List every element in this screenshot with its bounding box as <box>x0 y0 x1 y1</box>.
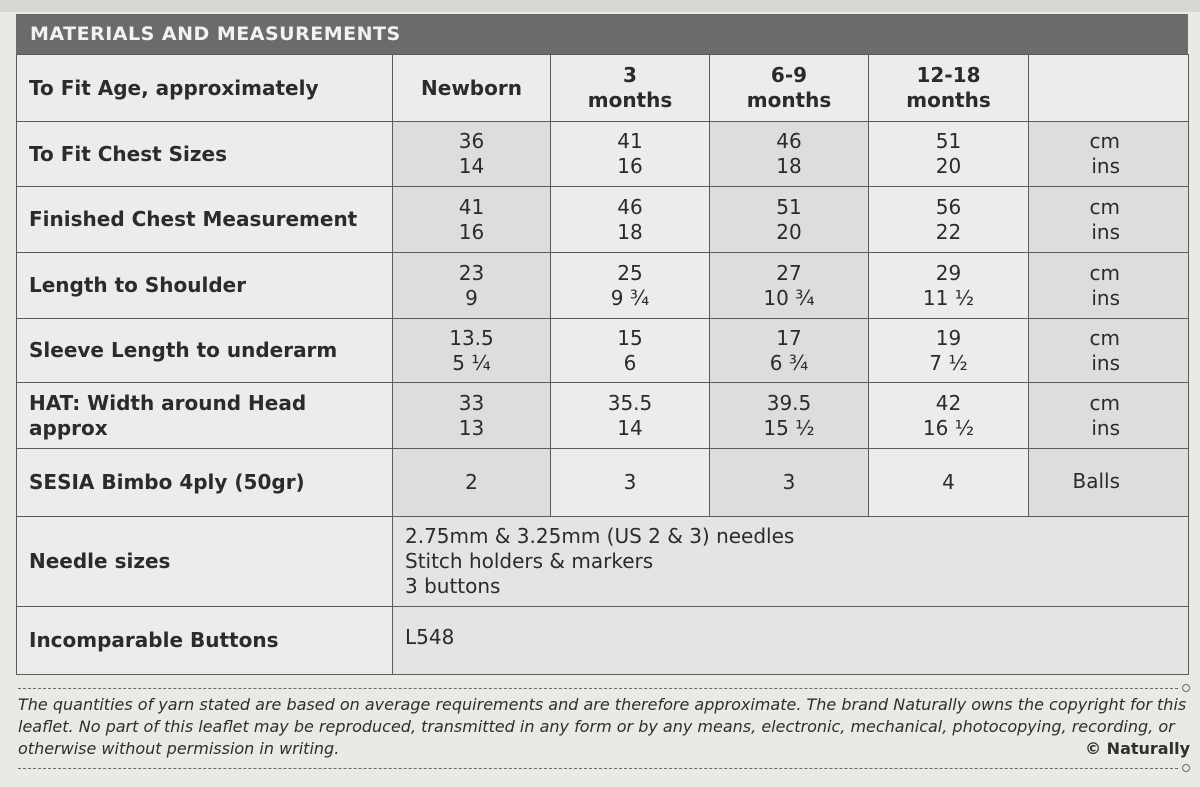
value-cell: 4 <box>869 449 1029 517</box>
unit-cm: cm <box>1089 194 1120 219</box>
value-ins: 13 <box>458 415 485 440</box>
value-ins: 16 <box>617 154 643 178</box>
value-cm: 36 <box>458 129 485 153</box>
value-cm: 29 <box>935 260 962 285</box>
disclaimer <box>18 694 1192 760</box>
disclaimer-text: The quantities of yarn stated are based on average requirements and are therefore approximate. The brand Naturally owns the copyright for this leaflet. No part of this leaflet may be reproduced, transmitted in any form or by any means, electronic, mechanical, photocopying, recording, or otherwise without permission in writing. <box>18 695 1187 758</box>
value-cm: 51 <box>776 194 802 219</box>
value-cm: 15 <box>617 325 643 350</box>
value-cm: 41 <box>617 129 643 153</box>
value-cell <box>869 187 1029 253</box>
table-row-age <box>17 55 1189 122</box>
row-label: Sleeve Length to underarm <box>17 319 393 383</box>
table-row-sleeve-length <box>17 319 1189 383</box>
value-cell <box>551 187 710 253</box>
value-cell <box>393 383 551 449</box>
value-cm: 23 <box>458 260 485 285</box>
table-row-length-shoulder <box>17 253 1189 319</box>
unit-cm: cm <box>1089 129 1120 153</box>
value-ins: 20 <box>776 219 802 244</box>
table-row-chest <box>17 122 1189 187</box>
needles-cell <box>393 517 1189 607</box>
value-cell <box>710 319 869 383</box>
value-cm: 19 <box>935 325 962 350</box>
unit-cm: cm <box>1089 325 1120 350</box>
size-header-newborn <box>393 55 551 122</box>
section-header <box>16 14 1188 54</box>
value-ins: 18 <box>776 154 802 178</box>
size-header-line: 6-9 <box>770 63 808 87</box>
row-label: Needle sizes <box>17 517 393 607</box>
footer <box>18 688 1192 769</box>
needles-line: Stitch holders & markers <box>405 549 654 573</box>
value-cell <box>710 187 869 253</box>
size-header-12-18m <box>869 55 1029 122</box>
value-ins: 9 ¾ <box>610 285 650 310</box>
unit-cell <box>1029 319 1189 383</box>
value-cm: 41 <box>458 194 485 219</box>
unit-ins: ins <box>1091 415 1120 440</box>
table-row-yarn <box>17 449 1189 517</box>
table-row-finished-chest <box>17 187 1189 253</box>
unit-cm: cm <box>1089 260 1120 285</box>
value-cell <box>551 253 710 319</box>
unit-cm: cm <box>1089 390 1120 415</box>
row-label: To Fit Chest Sizes <box>17 122 393 187</box>
row-label: Length to Shoulder <box>17 253 393 319</box>
value-cell <box>393 187 551 253</box>
value-ins: 7 ½ <box>929 350 968 375</box>
table-row-hat <box>17 383 1189 449</box>
value-ins: 22 <box>935 219 962 244</box>
value-ins: 18 <box>617 219 643 244</box>
value-ins: 10 ¾ <box>763 285 815 310</box>
value-cell <box>551 319 710 383</box>
row-label: Finished Chest Measurement <box>17 187 393 253</box>
value-ins: 6 ¾ <box>769 350 809 375</box>
value-cell <box>393 319 551 383</box>
size-header-line: months <box>587 88 673 112</box>
ring-icon <box>1182 684 1190 692</box>
value-ins: 9 <box>465 285 478 310</box>
value-cell <box>710 122 869 187</box>
table-row-buttons <box>17 607 1189 675</box>
unit-ins: ins <box>1091 154 1120 178</box>
value-cm: 51 <box>935 129 962 153</box>
unit-ins: ins <box>1091 219 1120 244</box>
unit-cell <box>1029 253 1189 319</box>
value-ins: 16 <box>458 219 485 244</box>
value-cm: 56 <box>935 194 962 219</box>
value-cm: 46 <box>617 194 643 219</box>
dashed-divider <box>18 768 1178 769</box>
value-cm: 25 <box>617 260 643 285</box>
size-header-line: months <box>746 88 832 112</box>
value-cm: 46 <box>776 129 802 153</box>
size-header-line: months <box>906 88 991 112</box>
value-ins: 20 <box>935 154 962 178</box>
dashed-divider <box>18 688 1178 689</box>
value-cm: 27 <box>776 260 802 285</box>
value-cm: 13.5 <box>449 325 494 350</box>
value-cell <box>869 383 1029 449</box>
value-ins: 5 ¼ <box>452 350 491 375</box>
section-title: MATERIALS AND MEASUREMENTS <box>30 23 401 45</box>
measurements-table <box>16 54 1189 675</box>
unit-cell <box>1029 187 1189 253</box>
value-cm: 39.5 <box>766 390 812 415</box>
value-cell <box>393 122 551 187</box>
value-ins: 11 ½ <box>922 285 975 310</box>
value-cell <box>869 319 1029 383</box>
empty-unit-cell <box>1029 55 1189 122</box>
row-label-line: HAT: Width around Head <box>29 390 307 415</box>
value-ins: 6 <box>623 350 637 375</box>
row-label: Incomparable Buttons <box>17 607 393 675</box>
unit-ins: ins <box>1091 350 1120 375</box>
row-label-hat <box>17 383 393 449</box>
value-ins: 14 <box>458 154 485 178</box>
value-cm: 42 <box>935 390 962 415</box>
size-header-line: 3 <box>623 63 637 87</box>
value-cell: 3 <box>551 449 710 517</box>
unit-cell <box>1029 383 1189 449</box>
value-cell: 3 <box>710 449 869 517</box>
table-row-needles <box>17 517 1189 607</box>
row-label-line: approx <box>29 415 108 440</box>
value-cell <box>393 253 551 319</box>
unit-cell: Balls <box>1029 449 1189 517</box>
needles-line: 3 buttons <box>405 574 501 598</box>
top-edge <box>0 0 1200 12</box>
unit-cell <box>1029 122 1189 187</box>
value-cell <box>551 122 710 187</box>
value-cell <box>869 122 1029 187</box>
size-header-6-9m <box>710 55 869 122</box>
row-label: SESIA Bimbo 4ply (50gr) <box>17 449 393 517</box>
value-ins: 15 ½ <box>763 415 815 440</box>
value-cell <box>869 253 1029 319</box>
value-cm: 33 <box>458 390 485 415</box>
value-cm: 17 <box>776 325 802 350</box>
unit-ins: ins <box>1091 285 1120 310</box>
row-label-age: To Fit Age, approximately <box>17 55 393 122</box>
size-header-line: Newborn <box>421 75 522 100</box>
value-cell <box>710 253 869 319</box>
needles-line: 2.75mm & 3.25mm (US 2 & 3) needles <box>405 524 795 548</box>
value-ins: 16 ½ <box>922 415 975 440</box>
size-header-3m <box>551 55 710 122</box>
value-cell <box>710 383 869 449</box>
size-header-line: 12-18 <box>916 63 981 87</box>
value-cell: 2 <box>393 449 551 517</box>
ring-icon <box>1182 764 1190 772</box>
value-cm: 35.5 <box>607 390 653 415</box>
buttons-cell: L548 <box>393 607 1189 675</box>
copyright: © Naturally <box>1085 739 1190 758</box>
value-ins: 14 <box>617 415 643 440</box>
value-cell <box>551 383 710 449</box>
